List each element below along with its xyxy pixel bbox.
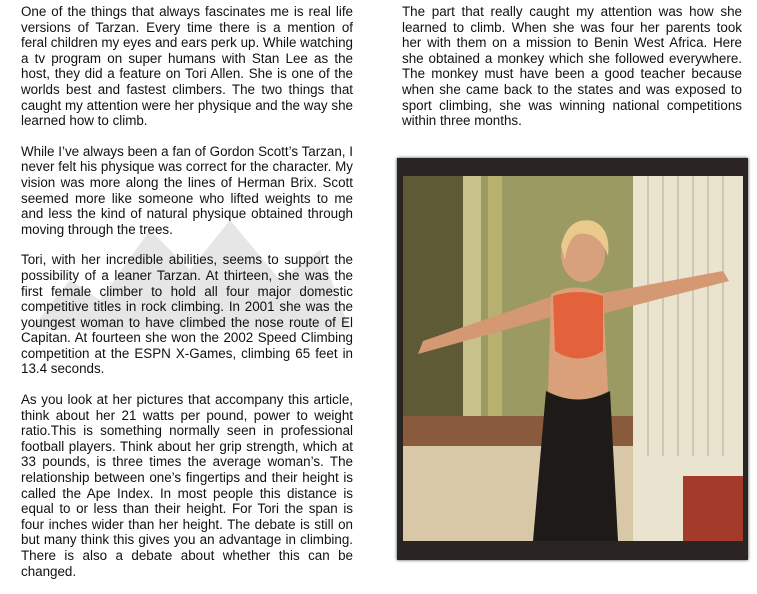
- climber-photo: [403, 176, 743, 541]
- right-column: [402, 4, 742, 144]
- paragraph: As you look at her pictures that accompany this article, think about her 21 watts per pound, power to weight ratio.This is something normally seen in professional football players. Think about her grip strength, which at 33 pounds, is three times the average woman’s. The relationship between one’s fingertips and their height is called the Ape Index. In most people this distance is equal to or less than their height. For Tori the span is four inches wider than her height. The debate is still on but many think this gives you an advantage in climbing. There is also a debate about whether this can be changed.: [21, 392, 353, 579]
- paragraph: Tori, with her incredible abilities, seems to support the possibility of a leaner Tarzan. At thirteen, she was the first female climber to hold all four major domestic competitive titles in rock climbing. In 2001 she was the youngest woman to have climbed the nose route of El Capitan. At fourteen she won the 2002 Speed Climbing competition at the ESPN X-Games, climbing 65 feet in 13.4 seconds.: [21, 252, 353, 377]
- paragraph: One of the things that always fascinates me is real life versions of Tarzan. Every time there is a mention of feral children my eyes and ears perk up. While watching a tv program on super humans with Stan Lee as the host, they did a feature on Tori Allen. She is one of the worlds best and fastest climbers. The two things that caught my attention were her physique and the way she learned how to climb.: [21, 4, 353, 129]
- climber-illustration: [403, 176, 743, 541]
- paragraph: The part that really caught my attention was how she learned to climb. When she was four her parents took her with them on a mission to Benin West Africa. Here she obtained a monkey which she followed everywhere. The monkey must have been a good teacher because when she came back to the states and was exposed to sport climbing, she was winning national competitions within three months.: [402, 4, 742, 129]
- paragraph: While I’ve always been a fan of Gordon Scott’s Tarzan, I never felt his physique was correct for the character. My vision was more along the lines of Herman Brix. Scott seemed more like someone who lifted weights to me and less the kind of natural physique obtained through moving through the trees.: [21, 143, 353, 237]
- photo-frame: [397, 158, 748, 560]
- left-column: [21, 4, 353, 594]
